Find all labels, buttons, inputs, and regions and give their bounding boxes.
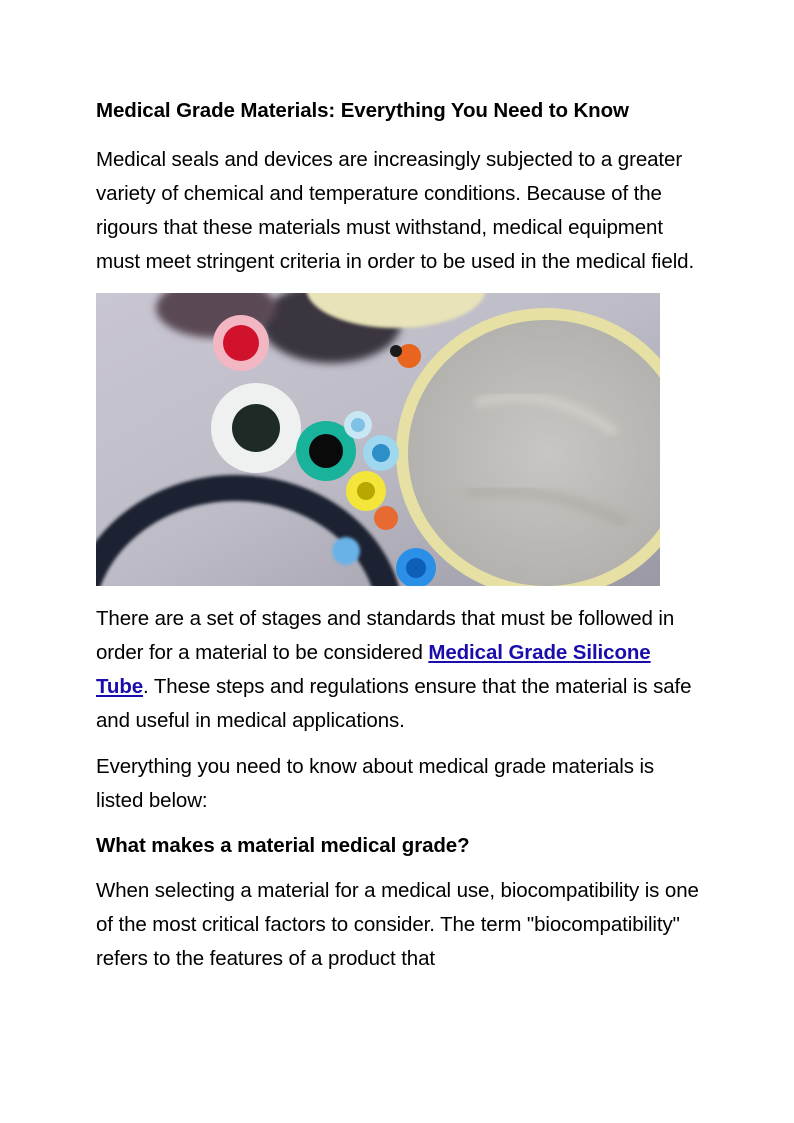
article-body <box>96 97 706 976</box>
silicone-tubes-photo <box>96 293 660 586</box>
intro-paragraph: Medical seals and devices are increasingly subjected to a greater variety of chemical and temperature conditions. Because of the rigours that these materials must withstand, medical equipment must meet stringent criteria in order to be used in the medical field. <box>96 148 695 273</box>
biocompatibility-paragraph: When selecting a material for a medical use, biocompatibility is one of the most critical factors to consider. The term "biocompatibility" refers to the features of a product that <box>96 879 699 970</box>
everything-paragraph: Everything you need to know about medical grade materials is listed below: <box>96 755 655 812</box>
section-heading: What makes a material medical grade? <box>96 834 470 857</box>
standards-text-before: There are a set of stages and standards that must be followed in order for a material to be considered <box>96 607 675 664</box>
article-title: Medical Grade Materials: Everything You Need to Know <box>96 99 629 122</box>
medical-grade-silicone-tube-link[interactable]: Medical Grade Silicone Tube <box>96 641 651 698</box>
standards-paragraph <box>96 602 706 738</box>
standards-text-after: . These steps and regulations ensure that the material is safe and useful in medical applications. <box>96 675 692 732</box>
